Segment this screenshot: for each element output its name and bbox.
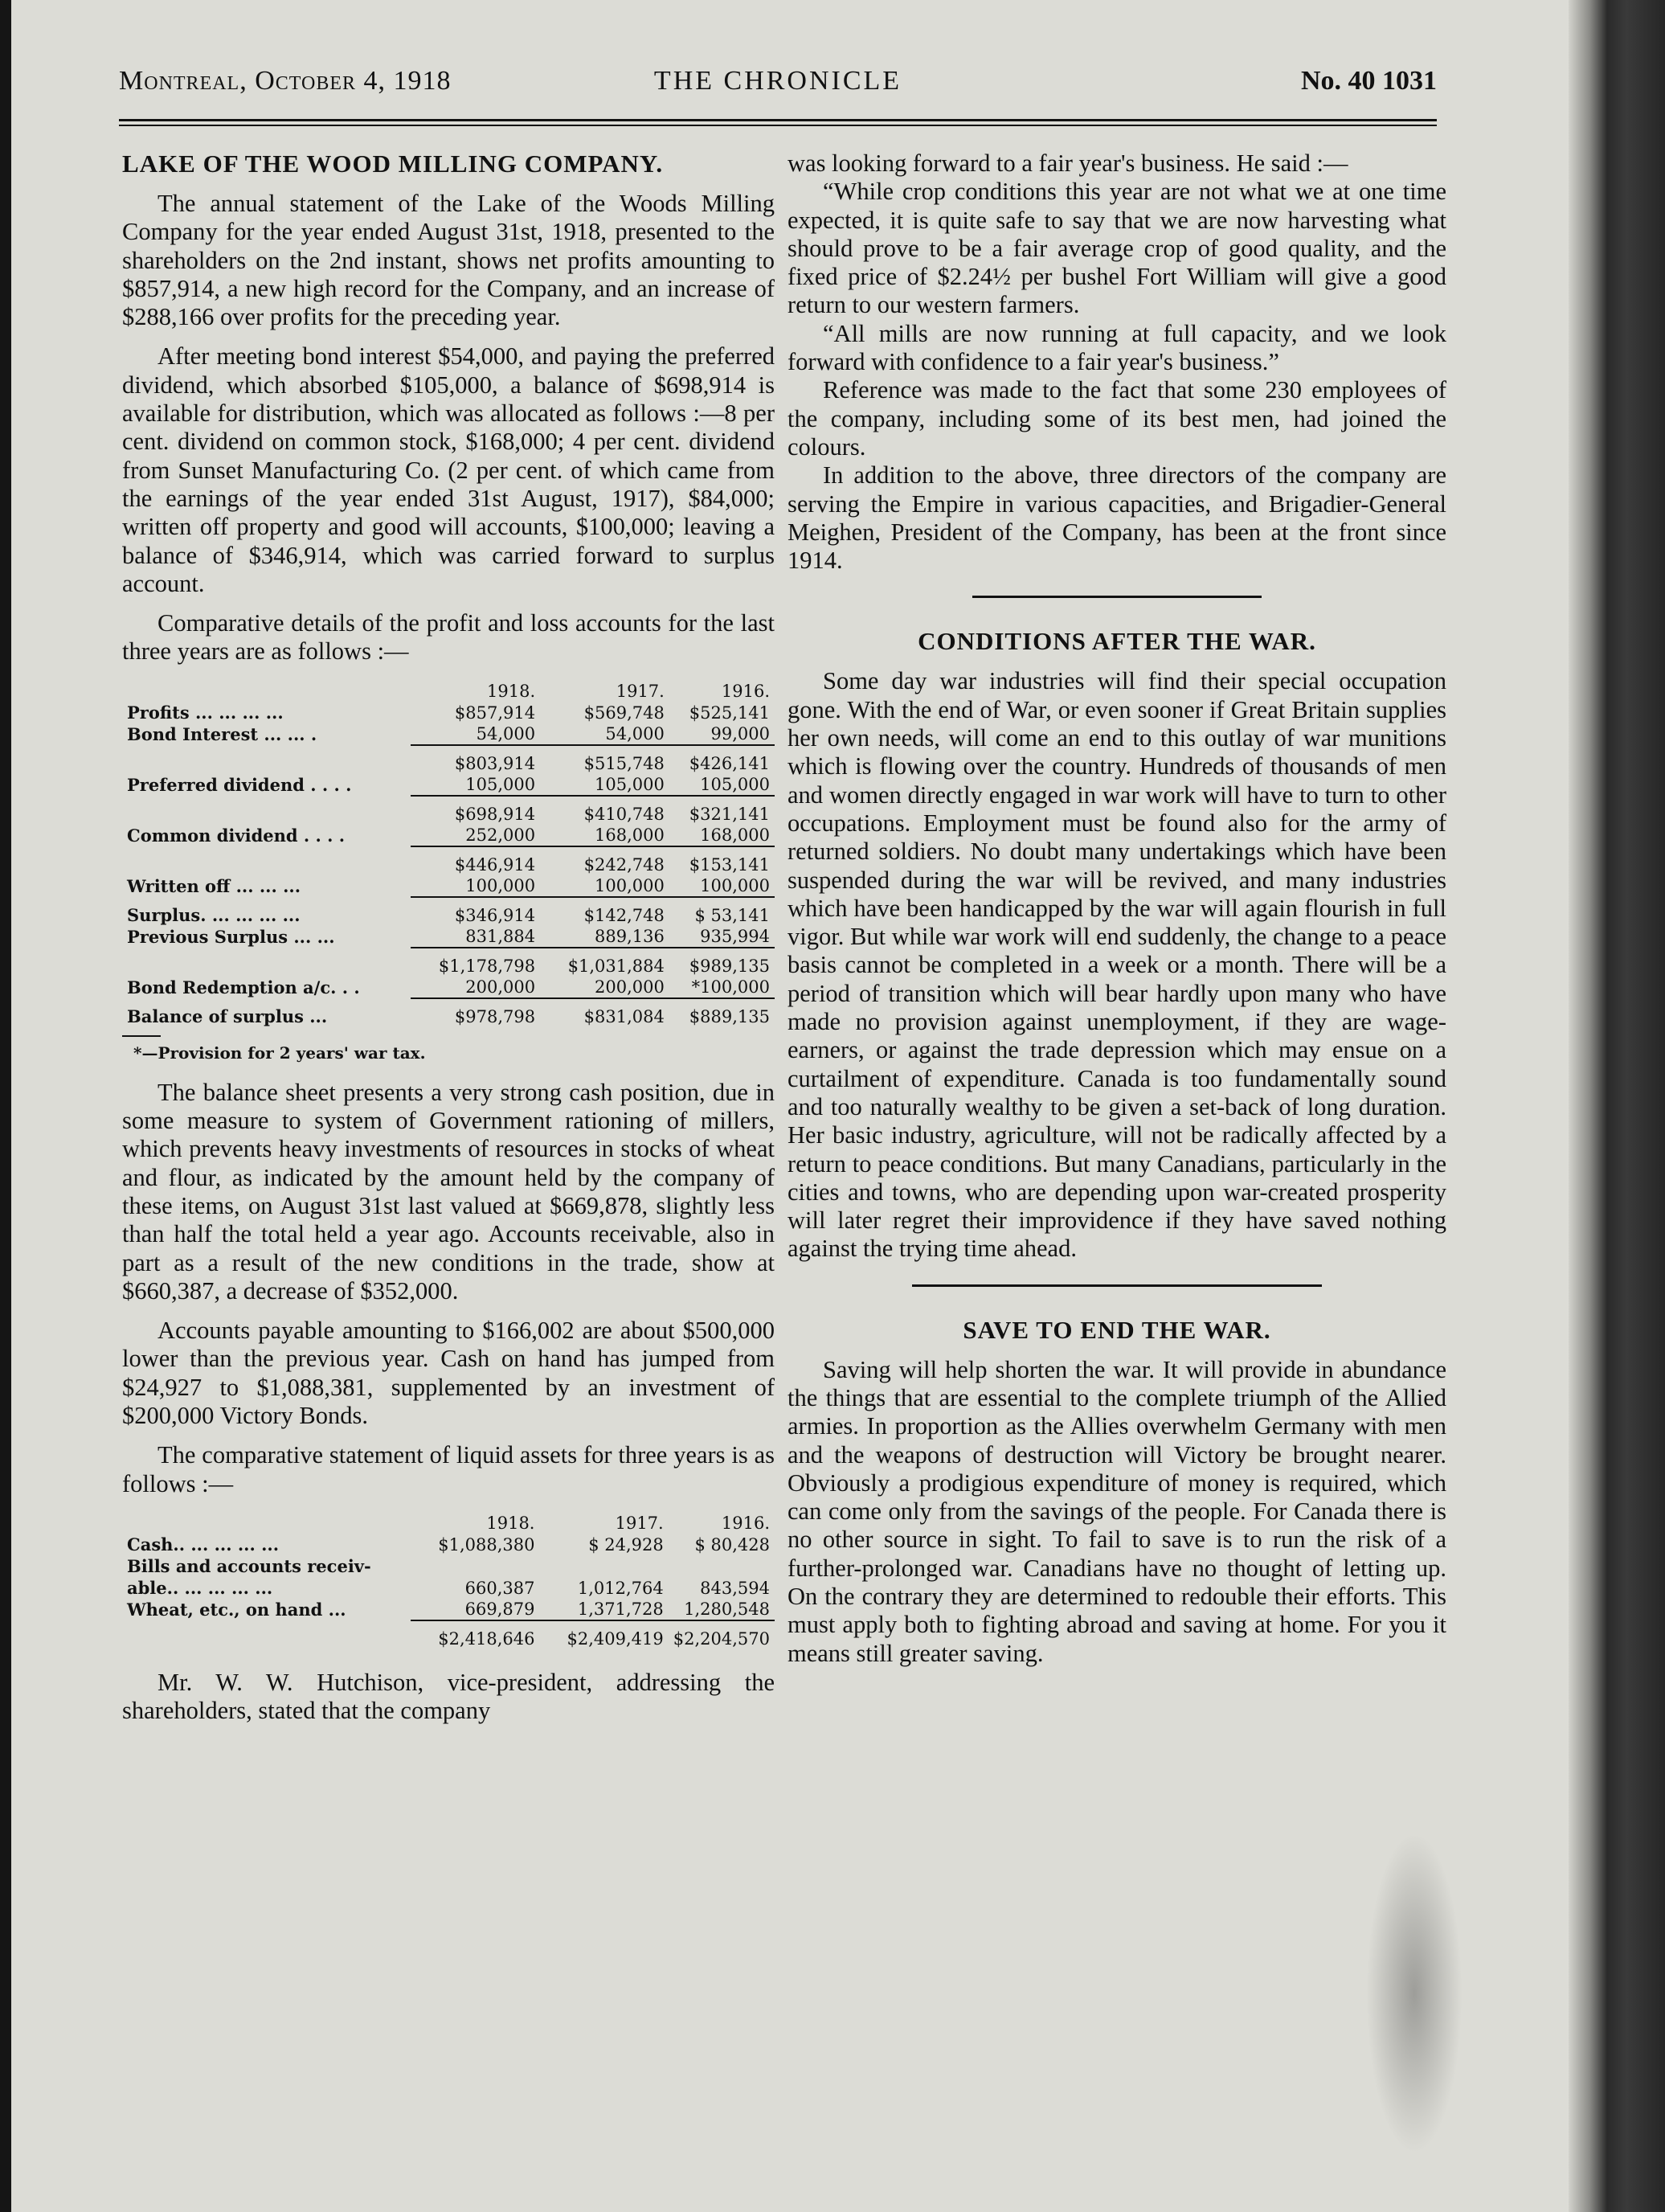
- profit-loss-cell: 100,000: [465, 875, 536, 895]
- milling-paragraph-2: After meeting bond interest $54,000, and paying the preferred dividend, which absorbed $105,000, a balance of $698,914 is available for distribution, which was allocated as follows :—8 per cent. dividend on common stock, $168,000; 4 per cent. dividend from Sunset Manufacturing Co. (2 per cent. of which came from the earnings of the year ended 31st August, 1917), $84,000; written off property and good will accounts, $100,000; leaving a balance of $346,914, which was carried forward to surplus account.: [122, 342, 775, 597]
- profit-loss-row-label: [122, 796, 411, 825]
- profit-loss-row: [122, 897, 775, 926]
- milling-paragraph-7: Mr. W. W. Hutchison, vice-president, addressing the shareholders, stated that the company: [122, 1668, 775, 1725]
- liquid-assets-cell: $2,418,646: [411, 1620, 539, 1649]
- profit-loss-cell: 54,000: [605, 723, 665, 743]
- profit-loss-row: [122, 875, 775, 897]
- table1-footnote: *—Provision for 2 years' war tax.: [133, 1035, 775, 1063]
- table1-year-1916: 1916.: [721, 681, 770, 701]
- liquid-assets-cell: 1,371,728: [577, 1599, 664, 1619]
- milling-paragraph-3: Comparative details of the profit and loss accounts for the last three years are as follows :—: [122, 609, 775, 666]
- profit-loss-row-label: Bond Interest ... ... .: [127, 723, 317, 744]
- header-rule: [119, 119, 1437, 126]
- continued-paragraph-1: was looking forward to a fair year's business. He said :—: [788, 150, 1348, 177]
- profit-loss-cell: $831,084: [540, 998, 669, 1027]
- profit-loss-cell: $ 53,141: [669, 897, 775, 926]
- profit-loss-row: [122, 745, 775, 774]
- profit-loss-cell: $446,914: [411, 846, 540, 875]
- liquid-assets-cell: $ 80,428: [694, 1534, 770, 1555]
- profit-loss-cell: *100,000: [691, 977, 770, 997]
- profit-loss-cell: 105,000: [700, 774, 770, 794]
- liquid-assets-cell: 660,387: [464, 1578, 535, 1598]
- profit-loss-row-label: Written off ... ... ...: [127, 875, 301, 896]
- table1-year-1918: 1918.: [487, 681, 536, 701]
- liquid-assets-cell: [669, 1555, 775, 1577]
- liquid-assets-row-label: [122, 1620, 411, 1649]
- scan-left-border: [0, 0, 11, 2212]
- profit-loss-cell: $410,748: [540, 796, 669, 825]
- milling-paragraph-4: The balance sheet presents a very strong cash position, due in some measure to system of Government rationing of millers, which prevents heavy investments of resources in stocks of wheat and flour, as indicated by the amount held by the company of these items, on August 31st last valued at $669,878, slightly less than half the total held a year ago. Accounts receivable, also in part as a result of the new conditions in the trade, show at $660,387, a decrease of $352,000.: [122, 1078, 775, 1305]
- liquid-assets-cell: 1,012,764: [577, 1578, 664, 1598]
- liquid-assets-cell: 843,594: [700, 1578, 770, 1598]
- profit-loss-cell: $1,031,884: [540, 948, 669, 977]
- profit-loss-cell: 105,000: [465, 774, 536, 794]
- profit-loss-row-label: Surplus. ... ... ... ...: [127, 904, 301, 925]
- section-divider-2: [912, 1284, 1322, 1287]
- milling-paragraph-6: The comparative statement of liquid assets for three years is as follows :—: [122, 1441, 775, 1497]
- liquid-assets-cell: $2,409,419: [539, 1620, 668, 1649]
- liquid-assets-cell: $1,088,380: [438, 1534, 535, 1555]
- liquid-assets-row: [122, 1534, 775, 1555]
- profit-loss-row: [122, 774, 775, 796]
- liquid-assets-cell: $ 24,928: [588, 1534, 664, 1555]
- profit-loss-cell: $142,748: [540, 897, 669, 926]
- profit-loss-cell: 200,000: [465, 977, 536, 997]
- continued-quote-1: “While crop conditions this year are not what we at one time expected, it is quite safe to say that we are now harvesting what should prove to be a fair average crop of good quality, and the fixed price of $2.24½ per bushel Fort William will give a good return to our western farmers.: [788, 178, 1446, 319]
- table2-year-1918: 1918.: [486, 1513, 535, 1533]
- profit-loss-cell: 54,000: [476, 723, 536, 743]
- running-header: [119, 58, 1437, 106]
- table2-year-1916: 1916.: [721, 1513, 770, 1533]
- profit-loss-row: [122, 723, 775, 745]
- profit-loss-cell: $321,141: [669, 796, 775, 825]
- profit-loss-table: [122, 681, 775, 1027]
- profit-loss-cell: $1,178,798: [411, 948, 540, 977]
- profit-loss-cell: 105,000: [595, 774, 665, 794]
- profit-loss-cell: 200,000: [595, 977, 665, 997]
- profit-loss-row: [122, 998, 775, 1027]
- continued-paragraph-directors: In addition to the above, three directors of the company are serving the Empire in various capacities, and Brigadier-General Meighen, President of the Company, has been at the front since 1914.: [788, 461, 1446, 575]
- profit-loss-cell: 100,000: [595, 875, 665, 895]
- liquid-assets-cell: [411, 1555, 539, 1577]
- profit-loss-cell: $989,135: [669, 948, 775, 977]
- profit-loss-cell: $515,748: [540, 745, 669, 774]
- profit-loss-cell: 100,000: [700, 875, 770, 895]
- continued-quote-2: “All mills are now running at full capacity, and we look forward with confidence to a fair year's business.”: [788, 319, 1446, 376]
- liquid-assets-row-label: Wheat, etc., on hand ...: [127, 1599, 346, 1620]
- liquid-assets-row: [122, 1555, 775, 1577]
- profit-loss-row-label: Profits ... ... ... ...: [127, 702, 284, 723]
- right-column: [788, 150, 1446, 1668]
- profit-loss-row: [122, 926, 775, 948]
- liquid-assets-cell: 1,280,548: [684, 1599, 770, 1619]
- scan-smudge: [1366, 1833, 1462, 2154]
- profit-loss-row-label: Previous Surplus ... ...: [127, 926, 335, 947]
- header-page-number: No. 40 1031: [1300, 66, 1437, 96]
- profit-loss-row-label: Preferred dividend . . . .: [127, 774, 352, 795]
- left-column: [122, 150, 775, 1726]
- profit-loss-row: [122, 702, 775, 723]
- liquid-assets-row: [122, 1620, 775, 1649]
- profit-loss-row: [122, 948, 775, 977]
- profit-loss-cell: 935,994: [700, 926, 770, 946]
- profit-loss-cell: 168,000: [700, 825, 770, 845]
- profit-loss-row: [122, 796, 775, 825]
- profit-loss-cell: 831,884: [465, 926, 536, 946]
- profit-loss-cell: $346,914: [411, 897, 540, 926]
- article-title-save: SAVE TO END THE WAR.: [963, 1315, 1271, 1344]
- profit-loss-row-label: Bond Redemption a/c. . .: [127, 977, 360, 997]
- profit-loss-row: [122, 825, 775, 846]
- liquid-assets-row-label: Bills and accounts receiv-: [127, 1555, 371, 1576]
- profit-loss-row-label: Common dividend . . . .: [127, 825, 346, 846]
- milling-paragraph-1: The annual statement of the Lake of the Woods Milling Company for the year ended August 31st, 1918, presented to the shareholders on the 2nd instant, shows net profits amounting to $857,914, a new high record for the Company, and an increase of $288,166 over profits for the preceding year.: [122, 190, 775, 331]
- profit-loss-row: [122, 977, 775, 998]
- save-paragraph: Saving will help shorten the war. It will provide in abundance the things that are essential to the complete triumph of the Allied armies. In proportion as the Allies overwhelm Germany with men and the weapons of destruction will Victory be brought nearer. Obviously a prodigious expenditure of money is required, which can come only from the savings of the people. For Canada there is no other source in sight. To fail to save is to run the risk of a further-prolonged war. Canadians have no thought of letting up. On the contrary they are determined to redouble their efforts. This must apply both to fighting abroad and saving at home. For you it means still greater saving.: [788, 1355, 1446, 1667]
- table1-year-1917: 1917.: [616, 681, 665, 701]
- profit-loss-cell: 889,136: [595, 926, 665, 946]
- profit-loss-cell: $803,914: [411, 745, 540, 774]
- article-title-conditions: CONDITIONS AFTER THE WAR.: [918, 627, 1316, 656]
- profit-loss-cell: $889,135: [669, 998, 775, 1027]
- profit-loss-row-label: Balance of surplus ...: [127, 1006, 328, 1026]
- profit-loss-cell: $426,141: [669, 745, 775, 774]
- profit-loss-cell: $569,748: [583, 703, 665, 723]
- section-divider-1: [972, 596, 1262, 598]
- profit-loss-cell: $242,748: [540, 846, 669, 875]
- continued-paragraph-employees: Reference was made to the fact that some 230 employees of the company, including some of its best men, had joined the colours.: [788, 376, 1446, 461]
- book-binding-edge: [1569, 0, 1665, 2212]
- profit-loss-row: [122, 846, 775, 875]
- profit-loss-row-label: [122, 846, 411, 875]
- liquid-assets-table: [122, 1513, 775, 1649]
- milling-paragraph-5: Accounts payable amounting to $166,002 are about $500,000 lower than the previous year. Cash on hand has jumped from $24,927 to $1,088,381, supplemented by an investment of $200,000 Victory Bonds.: [122, 1317, 775, 1430]
- profit-loss-row-label: [122, 948, 411, 977]
- profit-loss-cell: $153,141: [669, 846, 775, 875]
- profit-loss-cell: 168,000: [595, 825, 665, 845]
- liquid-assets-row: [122, 1599, 775, 1620]
- profit-loss-cell: $525,141: [689, 703, 770, 723]
- profit-loss-cell: $698,914: [411, 796, 540, 825]
- profit-loss-cell: $857,914: [454, 703, 536, 723]
- header-journal-title: THE CHRONICLE: [653, 66, 902, 96]
- conditions-paragraph: Some day war industries will find their special occupation gone. With the end of War, or even sooner if Great Britain supplies her own needs, will come an end to this outlay of war munitions which is flowing over the country. Hundreds of thousands of men and women directly engaged in war work will have to turn to other occupations. Employment must be found also for the army of returned soldiers. No doubt many undertakings which have been suspended during the war will be revived, and many industries which have been handicapped by the war will again flourish in full vigor. But while war work will end suddenly, the change to a peace basis cannot be completed in a week or a month. There will be a period of transition which will bear hardly upon many who have made no provision against unemployment, if they are wage-earners, or against the trade depression which may ensue on a curtailment of expenditure. Canada is too fundamentally sound and too naturally wealthy to be given a set-back of long duration. Her basic industry, agriculture, will not be radically affected by a return to peace conditions. But many Canadians, particularly in the cities and towns, who are depending upon war-created prosperity will later regret their improvidence if they have saved nothing against the trying time ahead.: [788, 667, 1446, 1263]
- liquid-assets-row: [122, 1577, 775, 1599]
- table2-year-1917: 1917.: [615, 1513, 664, 1533]
- header-dateline: Montreal, October 4, 1918: [119, 66, 452, 96]
- liquid-assets-cell: $2,204,570: [669, 1620, 775, 1649]
- profit-loss-row-label: [122, 745, 411, 774]
- article-title-milling: LAKE OF THE WOOD MILLING COMPANY.: [122, 150, 664, 178]
- liquid-assets-cell: [539, 1555, 668, 1577]
- profit-loss-cell: $978,798: [411, 998, 540, 1027]
- liquid-assets-row-label: able.. ... ... ... ...: [127, 1577, 273, 1598]
- liquid-assets-row-label: Cash.. ... ... ... ...: [127, 1534, 280, 1555]
- liquid-assets-cell: 669,879: [464, 1599, 535, 1619]
- profit-loss-cell: 99,000: [710, 723, 770, 743]
- profit-loss-cell: 252,000: [465, 825, 536, 845]
